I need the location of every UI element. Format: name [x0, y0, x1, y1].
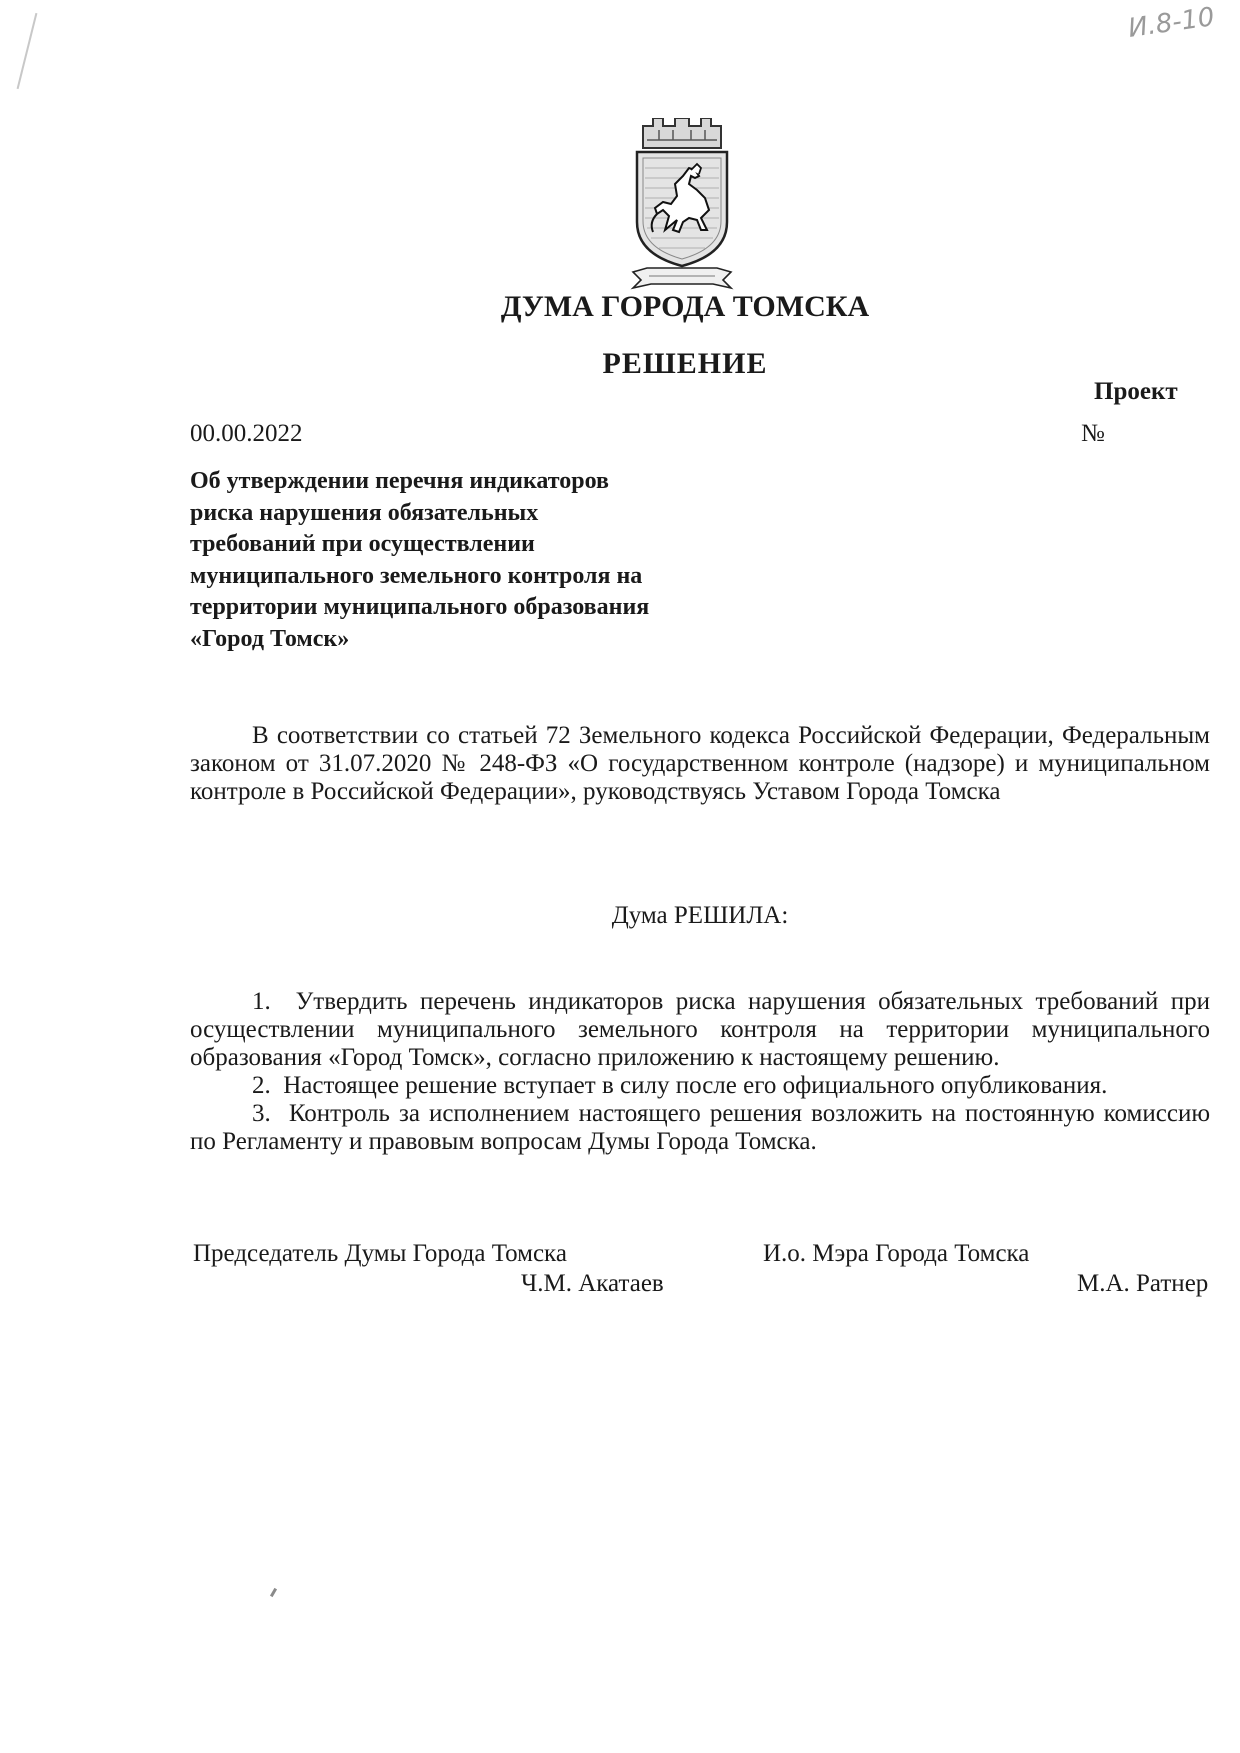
- clause-item: 2. Настоящее решение вступает в силу после его официального опубликования.: [252, 1072, 1108, 1099]
- signatory-right-name: М.А. Ратнер: [1077, 1270, 1209, 1297]
- signatory-right-title: И.о. Мэра Города Томска: [763, 1240, 1030, 1267]
- document-subject: Об утверждении перечня индикаторов риска нарушения обязательных требований при осуществлении муниципального земельного контроля на территории муниципального образования «Город Томск»: [190, 468, 650, 652]
- document-date: 00.00.2022: [190, 420, 303, 447]
- scan-artifact-line: [17, 13, 38, 89]
- resolved-heading: Дума РЕШИЛА:: [611, 902, 789, 929]
- draft-label: Проект: [1094, 378, 1178, 405]
- handwritten-corner-mark: И.8-10: [1126, 2, 1217, 44]
- resolution-clauses: [190, 988, 1210, 1156]
- scan-artifact-speck: [270, 1588, 277, 1597]
- document-type: РЕШЕНИЕ: [602, 347, 768, 380]
- clause-item: 3. Контроль за исполнением настоящего решения возложить на постоянную комиссию по Регламенту и правовым вопросам Думы Города Томска.: [190, 1100, 1210, 1155]
- tomsk-coat-of-arms-icon: [629, 118, 735, 290]
- preamble-paragraph: В соответствии со статьей 72 Земельного кодекса Российской Федерации, Федеральным законом от 31.07.2020 № 248-ФЗ «О государственном контроле (надзоре) и муниципальном контроле в Российской Федерации», руководствуясь Уставом Города Томска: [190, 722, 1210, 805]
- clause-item: 1. Утвердить перечень индикаторов риска нарушения обязательных требований при осуществлении муниципального земельного контроля на территории муниципального образования «Город Томск», согласно приложению к настоящему решению.: [190, 988, 1210, 1071]
- organization-title: ДУМА ГОРОДА ТОМСКА: [500, 290, 870, 323]
- signatory-left-name: Ч.М. Акатаев: [521, 1270, 664, 1297]
- document-number-label: №: [1081, 420, 1105, 447]
- signatory-left-title: Председатель Думы Города Томска: [193, 1240, 567, 1267]
